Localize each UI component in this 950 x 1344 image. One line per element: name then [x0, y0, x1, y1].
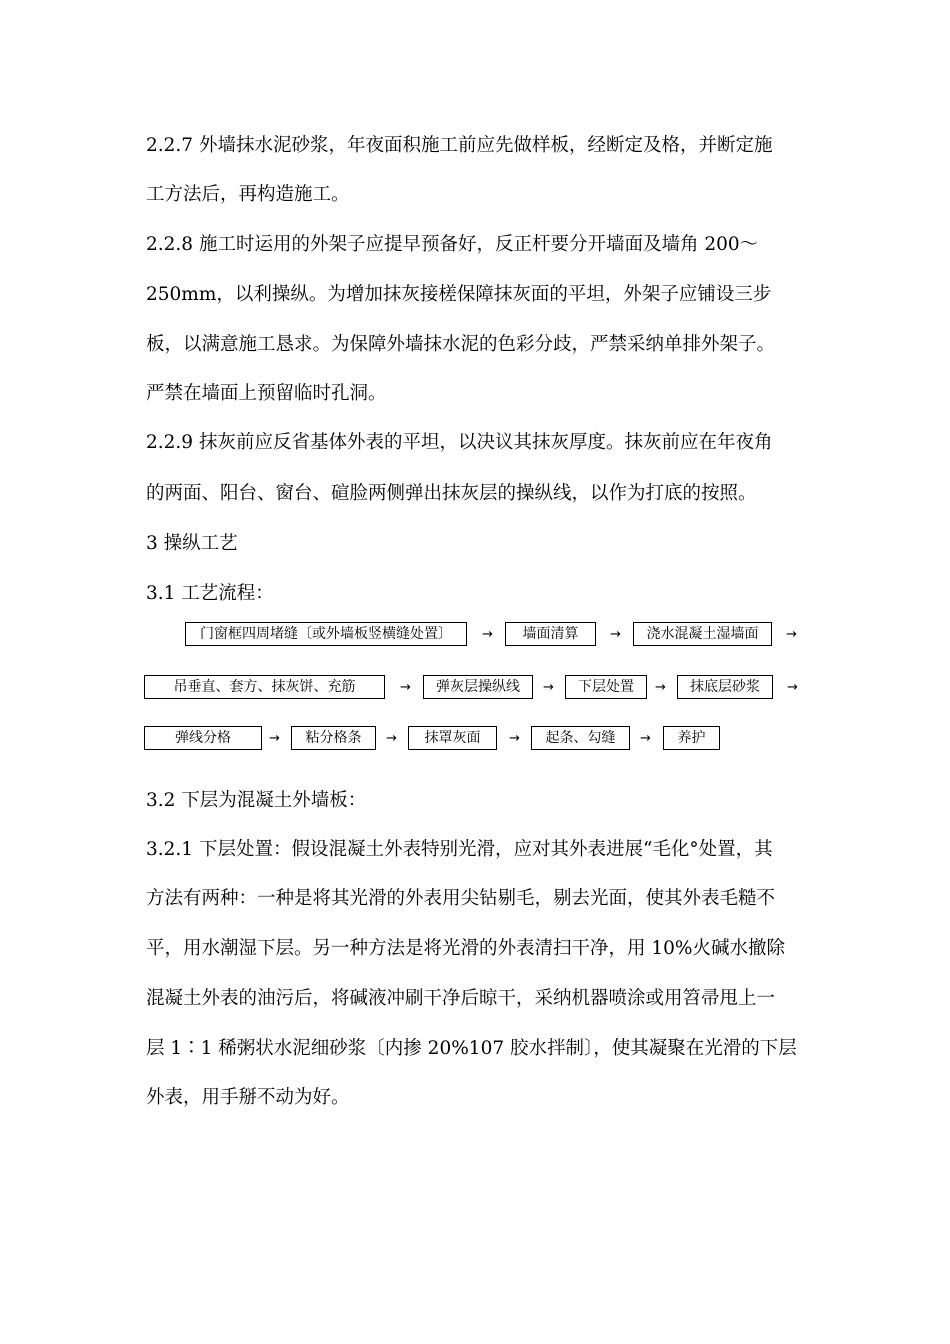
para-3-2-1-line2: 方法有两种：一种是将其光滑的外表用尖钻剔毛，剔去光面，使其外表毛糙不 — [146, 888, 776, 909]
flow-step-1: 门窗框四周堵缝〔或外墙板竖横缝处置〕 — [185, 622, 467, 646]
para-2-2-9-line1: 2.2.9 抹灰前应反省基体外表的平坦，以决议其抹灰厚度。抹灰前应在年夜角 — [146, 432, 773, 453]
flow-arrow-7: → — [787, 680, 798, 695]
flow-arrow-4: → — [400, 680, 411, 695]
para-2-2-9-line2: 的两面、阳台、窗台、碹脸两侧弹出抹灰层的操纵线，以作为打底的按照。 — [146, 483, 757, 504]
flow-step-4: 吊垂直、套方、抹灰饼、充筋 — [144, 675, 385, 699]
flow-step-12: 养护 — [663, 726, 720, 750]
para-2-2-7-line1: 2.2.7 外墙抹水泥砂浆，年夜面积施工前应先做样板，经断定及格，并断定施 — [146, 135, 773, 156]
para-2-2-8-line1: 2.2.8 施工时运用的外架子应提早预备好，反正杆要分开墙面及墙角 200～ — [146, 234, 759, 255]
flow-step-7: 抹底层砂浆 — [677, 675, 773, 699]
para-2-2-8-line2: 250mm，以利操纵。为增加抹灰接槎保障抹灰面的平坦，外架子应铺设三步 — [146, 284, 772, 305]
flow-step-3: 浇水混凝土湿墙面 — [633, 622, 772, 646]
flow-step-9: 粘分格条 — [291, 726, 376, 750]
flow-arrow-3: → — [786, 627, 797, 642]
para-3-2-1-line6: 外表，用手掰不动为好。 — [146, 1087, 350, 1108]
para-3-2-1-line5: 层 1∶1 稀粥状水泥细砂浆〔内掺 20%107 胶水拌制〕，使其凝聚在光滑的下层 — [146, 1038, 797, 1059]
flow-arrow-10: → — [509, 731, 520, 746]
flow-step-11: 起条、勾缝 — [531, 726, 630, 750]
subheading-3-1: 3.1 工艺流程： — [146, 583, 274, 604]
para-2-2-8-line3: 板，以满意施工恳求。为保障外墙抹水泥的色彩分歧，严禁采纳单排外架子。 — [146, 334, 776, 355]
flow-step-5: 弹灰层操纵线 — [423, 675, 533, 699]
flow-arrow-11: → — [640, 731, 651, 746]
flow-arrow-9: → — [386, 731, 397, 746]
para-3-2-1-line3: 平，用水潮湿下层。另一种方法是将光滑的外表清扫干净，用 10%火碱水撤除 — [146, 938, 786, 959]
section-heading-3: 3 操纵工艺 — [146, 533, 238, 554]
flow-step-6: 下层处置 — [565, 675, 647, 699]
para-2-2-8-line4: 严禁在墙面上预留临时孔洞。 — [146, 383, 387, 404]
flow-step-2: 墙面清算 — [505, 622, 596, 646]
flow-arrow-1: → — [482, 627, 493, 642]
subheading-3-2: 3.2 下层为混凝土外墙板： — [146, 790, 367, 811]
para-3-2-1-line1: 3.2.1 下层处置：假设混凝土外表特别光滑，应对其外表进展“毛化°处置，其 — [146, 839, 773, 860]
para-2-2-7-line2: 工方法后，再构造施工。 — [146, 184, 350, 205]
flow-arrow-6: → — [655, 680, 666, 695]
flow-arrow-5: → — [543, 680, 554, 695]
flow-arrow-8: → — [269, 731, 280, 746]
flow-arrow-2: → — [610, 627, 621, 642]
para-3-2-1-line4: 混凝土外表的油污后，将碱液冲刷干净后晾干，采纳机器喷涂或用笤帚甩上一 — [146, 988, 776, 1009]
flow-step-10: 抹罩灰面 — [408, 726, 497, 750]
flow-step-8: 弹线分格 — [144, 726, 262, 750]
